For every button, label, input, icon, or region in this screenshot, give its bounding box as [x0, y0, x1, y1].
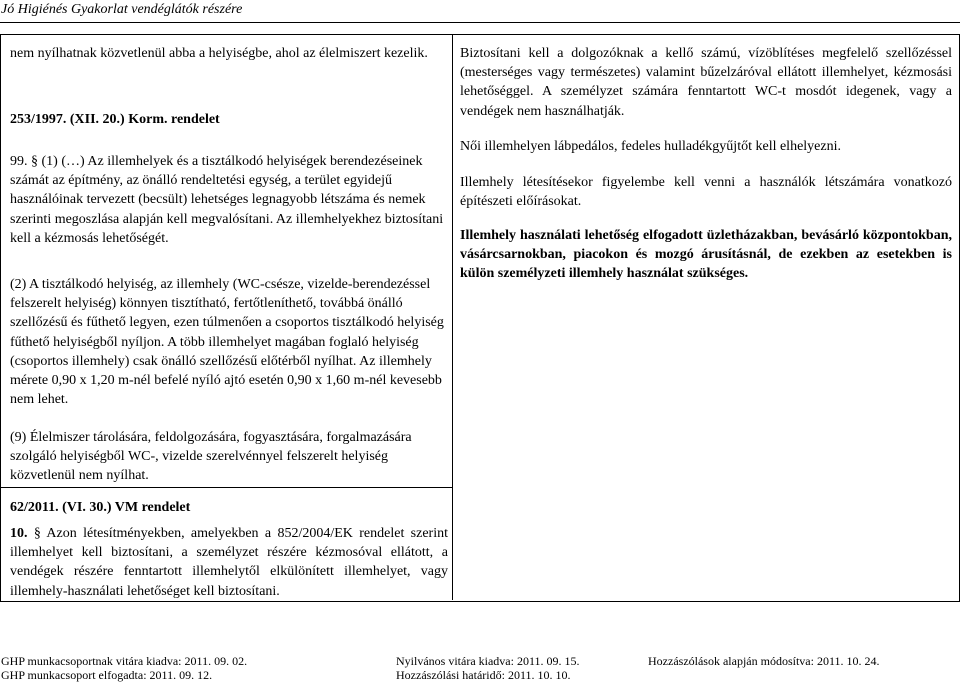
- regulation-2-paragraph: [10, 524, 448, 601]
- column-divider: [452, 34, 453, 600]
- regulation-1-paragraph-3: (9) Élelmiszer tárolására, feldolgozására, fogyasztására, forgalmazására szolgáló helyiségből WC-, vizelde szerelvénnyel felszerelt helyiség közvetlenül nem nyílhat.: [10, 430, 412, 484]
- footer-accepted: GHP munkacsoport elfogadta: 2011. 09. 12.: [1, 668, 213, 682]
- footer-public-consultation: Nyilvános vitára kiadva: 2011. 09. 15.: [396, 654, 580, 668]
- document-title: Jó Higiénés Gyakorlat vendéglátók részére: [1, 2, 243, 17]
- intro-text: nem nyílhatnak közvetlenül abba a helyiségbe, ahol az élelmiszert kezelik.: [10, 46, 428, 61]
- regulation-1-paragraph-1: 99. § (1) (…) Az illemhelyek és a tisztálkodó helyiségek berendezéseinek számát az építmény, az önálló rendeltetési egység, a terület egyidejű használóinak tervezett (becsült) lehetséges legnagyobb létszáma és nemek szerinti megoszlása alapján kell megvalósítani. Az illemhelyekhez biztosítani kell a kézmosás lehetőségét.: [10, 154, 444, 246]
- guideline-paragraph-2: Női illemhelyen lábpedálos, fedeles hulladékgyűjtőt kell elhelyezni.: [460, 139, 841, 154]
- row-divider: [0, 487, 453, 488]
- footer-circulated: GHP munkacsoportnak vitára kiadva: 2011. 09. 02.: [1, 654, 248, 668]
- regulation-2-body: § Azon létesítményekben, amelyekben a 852/2004/EK rendelet szerint illemhelyet kell biztosítani, a személyzet részére kézmosóval ellátott, a vendégek részére fenntartott illemhelytől elkülönített illemhelyet, vagy illemhely-használati lehetőséget kell biztosítani.: [10, 526, 449, 599]
- footer-comment-deadline: Hozzászólási határidő: 2011. 10. 10.: [396, 668, 571, 682]
- guideline-paragraph-3: Illemhely létesítésekor figyelembe kell venni a használók létszámára vonatkozó építészeti előírásokat.: [460, 175, 952, 210]
- regulation-1-paragraph-2: (2) A tisztálkodó helyiség, az illemhely (WC-csésze, vizelde-berendezéssel felszerelt helyiség) könnyen tisztítható, fertőtleníthető, továbbá önálló szellőzésű és fűthető legyen, ezen túlmenően a csoportos tisztálkodó helyiség fűthető helyiségből nyíljon. A több illemhelyet magában foglaló helyiség (csoportos illemhely) csak önálló szellőzésű előtérből nyílhat. Az illemhely mérete 0,90 x 1,20 m-nél befelé nyíló ajtó esetén 0,90 x 1,60 m-nél kevesebb nem lehet.: [10, 277, 444, 408]
- regulation-2-title: 62/2011. (VI. 30.) VM rendelet: [10, 500, 191, 515]
- document-header: [0, 0, 960, 23]
- regulation-2-number: 10.: [10, 526, 28, 541]
- guideline-paragraph-1: Biztosítani kell a dolgozóknak a kellő számú, vízöblítéses megfelelő szellőzéssel (mesterséges vagy természetes) valamint bűzelzáróval ellátott illemhelyet, kézmosási lehetőséggel. A személyzet számára fenntartott WC-t mosdót idegenek, vagy a vendégek nem használhatják.: [460, 46, 952, 119]
- regulation-1-title: 253/1997. (XII. 20.) Korm. rendelet: [10, 112, 220, 127]
- footer-modified: Hozzászólások alapján módosítva: 2011. 10. 24.: [648, 654, 880, 668]
- guideline-paragraph-4: Illemhely használati lehetőség elfogadott üzletházakban, bevásárló központokban, vásárcsarnokban, piacokon és mozgó árusításnál, de ezekben az esetekben is külön személyzeti illemhely használat szükséges.: [460, 228, 952, 282]
